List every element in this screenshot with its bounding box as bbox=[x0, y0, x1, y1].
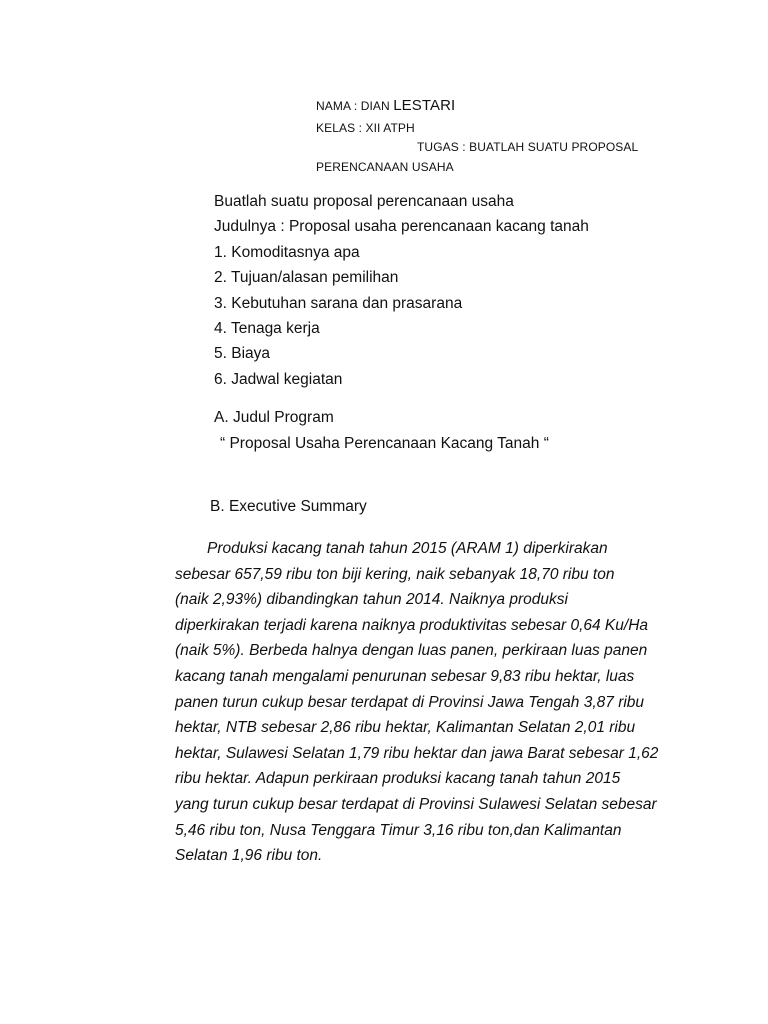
task-item-1: 1. Komoditasnya apa bbox=[214, 244, 360, 261]
summary-line: diperkirakan terjadi karena naiknya produktivitas sebesar 0,64 Ku/Ha bbox=[175, 616, 649, 634]
summary-line: Selatan 1,96 ribu ton. bbox=[175, 847, 323, 865]
task-item-4: 4. Tenaga kerja bbox=[214, 320, 320, 337]
task-judul: Judulnya : Proposal usaha perencanaan kacang tanah bbox=[214, 218, 589, 235]
summary-line: ribu hektar. Adapun perkiraan produksi kacang tanah tahun 2015 bbox=[175, 770, 621, 788]
summary-line: hektar, NTB sebesar 2,86 ribu hektar, Kalimantan Selatan 2,01 ribu bbox=[175, 719, 636, 737]
task-item-5: 5. Biaya bbox=[214, 345, 271, 362]
header-nama-suffix: LESTARI bbox=[393, 97, 456, 114]
section-a-title: “ Proposal Usaha Perencanaan Kacang Tanah “ bbox=[220, 435, 549, 452]
summary-line: (naik 2,93%) dibandingkan tahun 2014. Naiknya produksi bbox=[175, 591, 568, 609]
summary-line: yang turun cukup besar terdapat di Provinsi Sulawesi Selatan sebesar bbox=[175, 795, 657, 813]
section-b-heading: B. Executive Summary bbox=[210, 498, 367, 515]
summary-line: Produksi kacang tanah tahun 2015 (ARAM 1) diperkirakan bbox=[207, 540, 608, 557]
task-item-6: 6. Jadwal kegiatan bbox=[214, 371, 343, 388]
summary-line: hektar, Sulawesi Selatan 1,79 ribu hektar dan jawa Barat sebesar 1,62 bbox=[175, 744, 659, 762]
header-nama-prefix: NAMA : DIAN bbox=[316, 99, 394, 113]
header-tugas-cont: PERENCANAAN USAHA bbox=[316, 160, 454, 174]
summary-line: panen turun cukup besar terdapat di Provinsi Jawa Tengah 3,87 ribu bbox=[175, 693, 645, 711]
header-nama bbox=[316, 97, 455, 114]
task-intro: Buatlah suatu proposal perencanaan usaha bbox=[214, 193, 514, 210]
task-item-2: 2. Tujuan/alasan pemilihan bbox=[214, 269, 399, 286]
summary-line: kacang tanah mengalami penurunan sebesar 9,83 ribu hektar, luas bbox=[175, 667, 635, 685]
summary-line: (naik 5%). Berbeda halnya dengan luas panen, perkiraan luas panen bbox=[175, 642, 648, 660]
executive-summary-paragraph bbox=[175, 536, 675, 869]
section-a-heading: A. Judul Program bbox=[214, 409, 334, 426]
summary-line: sebesar 657,59 ribu ton biji kering, naik sebanyak 18,70 ribu ton bbox=[175, 565, 615, 583]
task-item-3: 3. Kebutuhan sarana dan prasarana bbox=[214, 295, 463, 312]
header-tugas: TUGAS : BUATLAH SUATU PROPOSAL bbox=[417, 140, 639, 154]
summary-line: 5,46 ribu ton, Nusa Tenggara Timur 3,16 ribu ton,dan Kalimantan bbox=[175, 821, 622, 839]
header-kelas: KELAS : XII ATPH bbox=[316, 121, 415, 135]
